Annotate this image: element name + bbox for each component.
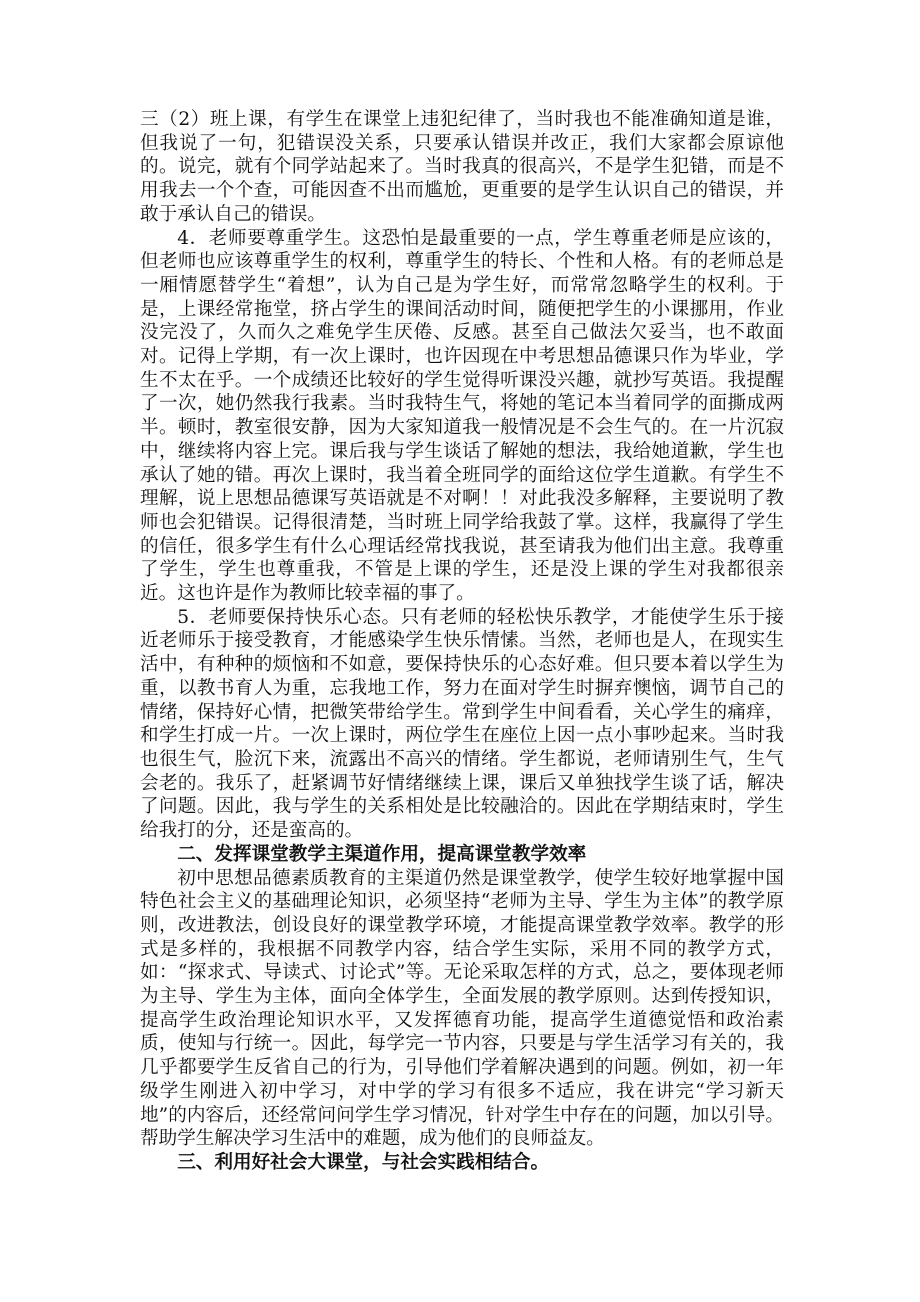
paragraph-4: 初中思想品德素质教育的主渠道仍然是课堂教学，使学生较好地掌握中国特色社会主义的基础理论知识，必须坚持“老师为主导、学生为主体”的教学原则，改进教法，创设良好的课堂教学环境，才能提高课堂教学效率。教学的形式是多样的，我根据不同教学内容，结合学生实际，采用不同的教学方式，如：“探求式、导读式、讨论式”等。无论采取怎样的方式，总之，要体现老师为主导、学生为主体，面向全体学生，全面发展的教学原则。达到传授知识，提高学生政治理论知识水平，又发挥德育功能，提高学生道德觉悟和政治素质，使知与行统一。因此，每学完一节内容，只要是与学生活学习有关的，我几乎都要学生反省自己的行为，引导他们学着解决遇到的问题。例如，初一年级学生刚进入初中学习，对中学的学习有很多不适应，我在讲完“学习新天地”的内容后，还经常问问学生学习情况，针对学生中存在的问题，加以引导。帮助学生解决学习生活中的难题，成为他们的良师益友。 [140, 867, 784, 1150]
paragraph-3: 5．老师要保持快乐心态。只有老师的轻松快乐教学，才能使学生乐于接近老师乐于接受教育，才能感染学生快乐情愫。当然，老师也是人，在现实生活中，有种种的烦恼和不如意，要保持快乐的心态好难。但只要本着以学生为重，以教书育人为重，忘我地工作，努力在面对学生时摒弃懊恼，调节自己的情绪，保持好心情，把微笑带给学生。常到学生中间看看，关心学生的痛痒，和学生打成一片。一次上课时，两位学生在座位上因一点小事吵起来。当时我也很生气，脸沉下来，流露出不高兴的情绪。学生都说，老师请别生气，生气会老的。我乐了，赶紧调节好情绪继续上课，课后又单独找学生谈了话，解决了问题。因此，我与学生的关系相处是比较融洽的。因此在学期结束时，学生给我打的分，还是蛮高的。 [140, 606, 784, 842]
document-page [140, 108, 784, 1175]
section-heading-3: 三、利用好社会大课堂，与社会实践相结合。 [177, 1151, 550, 1173]
paragraph-1: 三（2）班上课，有学生在课堂上违犯纪律了，当时我也不能准确知道是谁，但我说了一句，犯错误没关系，只要承认错误并改正，我们大家都会原谅他的。说完，就有个同学站起来了。当时我真的很高兴，不是学生犯错，而是不用我去一个个查，可能因查不出而尴尬，更重要的是学生认识自己的错误，并敢于承认自己的错误。 [140, 109, 784, 225]
section-heading-2: 二、发挥课堂教学主渠道作用，提高课堂教学效率 [177, 843, 587, 865]
paragraph-2: 4．老师要尊重学生。这恐怕是最重要的一点，学生尊重老师是应该的，但老师也应该尊重学生的权利，尊重学生的特长、个性和人格。有的老师总是一厢情愿替学生“着想”，认为自己是为学生好，而常常忽略学生的权利。于是，上课经常拖堂，挤占学生的课间活动时间，随便把学生的小课挪用，作业没完没了，久而久之难免学生厌倦、反感。甚至自己做法欠妥当，也不敢面对。记得上学期，有一次上课时，也许因现在中考思想品德课只作为毕业，学生不太在乎。一个成绩还比较好的学生觉得听课没兴趣，就抄写英语。我提醒了一次，她仍然我行我素。当时我特生气，将她的笔记本当着同学的面撕成两半。顿时，教室很安静，因为大家知道我一般情况是不会生气的。在一片沉寂中，继续将内容上完。课后我与学生谈话了解她的想法，我给她道歉，学生也承认了她的错。再次上课时，我当着全班同学的面给这位学生道歉。有学生不理解，说上思想品德课写英语就是不对啊！！对此我没多解释，主要说明了教师也会犯错误。记得很清楚，当时班上同学给我鼓了掌。这样，我赢得了学生的信任，很多学生有什么心理话经常找我说，甚至请我为他们出主意。我尊重了学生，学生也尊重我，不管是上课的学生，还是没上课的学生对我都很亲近。这也许是作为教师比较幸福的事了。 [140, 227, 784, 605]
